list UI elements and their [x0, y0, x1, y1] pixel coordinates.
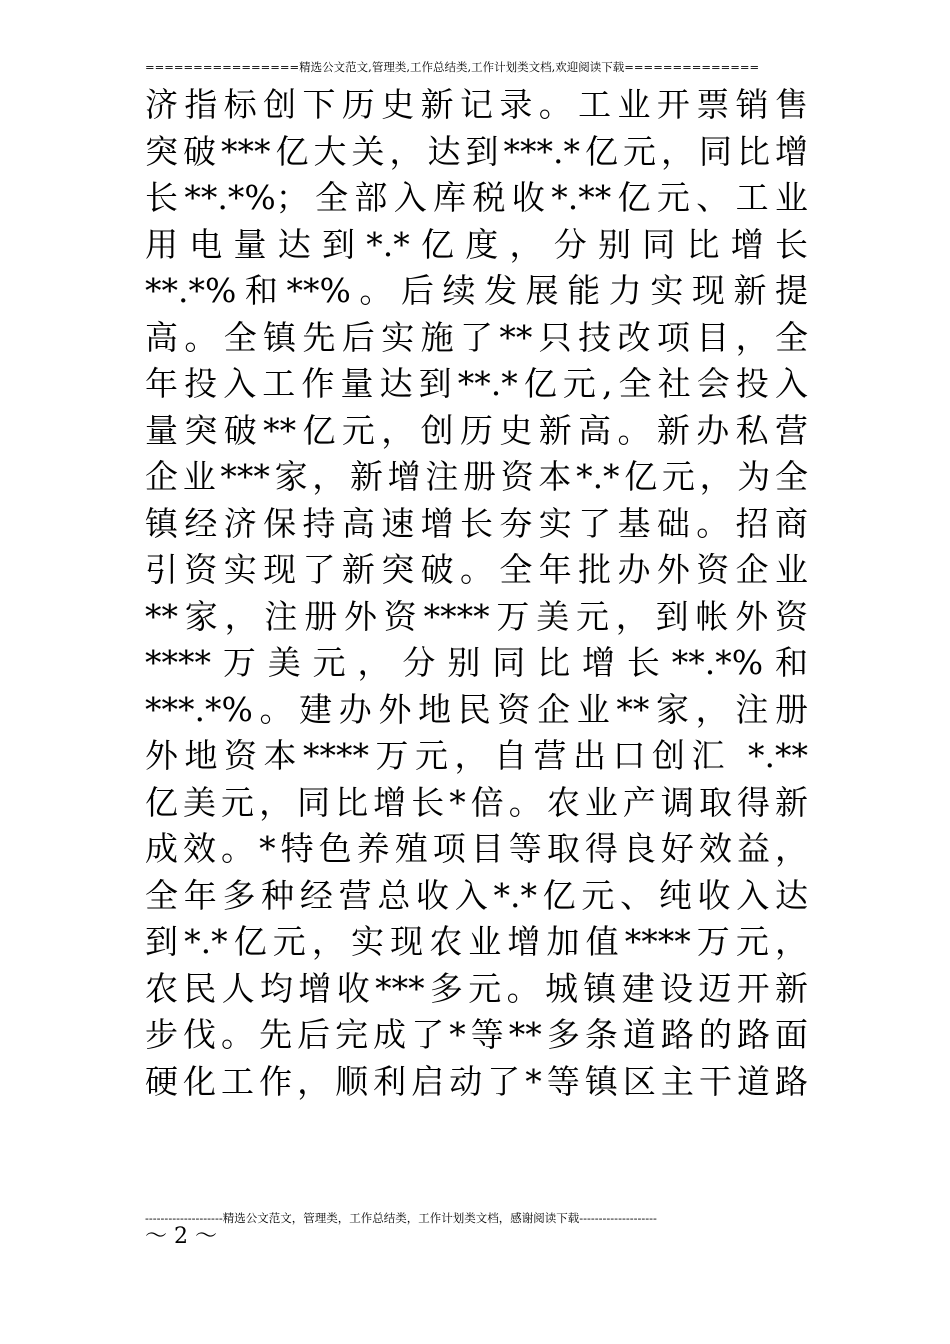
- body-line: 引资实现了新突破。全年批办外资企业: [145, 550, 808, 589]
- body-line: **家，注册外资****万美元，到帐外资: [145, 596, 808, 636]
- body-line: 到*.*亿元，实现农业增加值****万元，: [145, 922, 808, 961]
- body-line: **.*%和**%。后续发展能力实现新提: [145, 271, 808, 310]
- body-line: 镇经济保持高速增长夯实了基础。招商: [145, 503, 808, 543]
- header-banner: ================精选公文范文,管理类,工作总结类,工作计划类文档,欢迎阅读下载==============: [145, 60, 760, 74]
- footer-banner: --------------------精选公文范文，管理类，工作总结类，工作计划类文档，感谢阅读下载--------------------: [145, 1211, 657, 1225]
- body-line: 步伐。先后完成了*等**多条道路的路面: [145, 1015, 808, 1054]
- page-number: ～ 2 ～: [145, 1224, 217, 1249]
- body-line: 全年多种经营总收入*.*亿元、纯收入达: [145, 875, 808, 915]
- body-line: 成效。*特色养殖项目等取得良好效益，: [145, 829, 808, 868]
- body-line: 年投入工作量达到**.*亿元,全社会投入: [145, 364, 808, 403]
- body-line: 企业***家，新增注册资本*.*亿元，为全: [145, 457, 808, 496]
- body-line: 长**.*%；全部入库税收*.**亿元、工业: [145, 178, 808, 217]
- body-line: 高。全镇先后实施了**只技改项目，全: [145, 317, 808, 357]
- body-line: ****万美元，分别同比增长**.*%和: [145, 643, 808, 682]
- body-text: [145, 82, 808, 1105]
- body-line: 外地资本****万元，自营出口创汇 *.**: [145, 736, 808, 775]
- body-line: 用电量达到*.*亿度，分别同比增长: [145, 224, 808, 264]
- body-line: 济指标创下历史新记录。工业开票销售: [145, 85, 808, 124]
- body-line: 量突破**亿元，创历史新高。新办私营: [145, 410, 808, 450]
- body-line: 突破***亿大关，达到***.*亿元，同比增: [145, 131, 808, 171]
- body-line: 亿美元，同比增长*倍。农业产调取得新: [145, 782, 808, 822]
- body-line: 硬化工作，顺利启动了*等镇区主干道路: [145, 1061, 808, 1101]
- body-line: 农民人均增收***多元。城镇建设迈开新: [145, 968, 808, 1008]
- body-line: ***.*%。建办外地民资企业**家，注册: [145, 689, 808, 729]
